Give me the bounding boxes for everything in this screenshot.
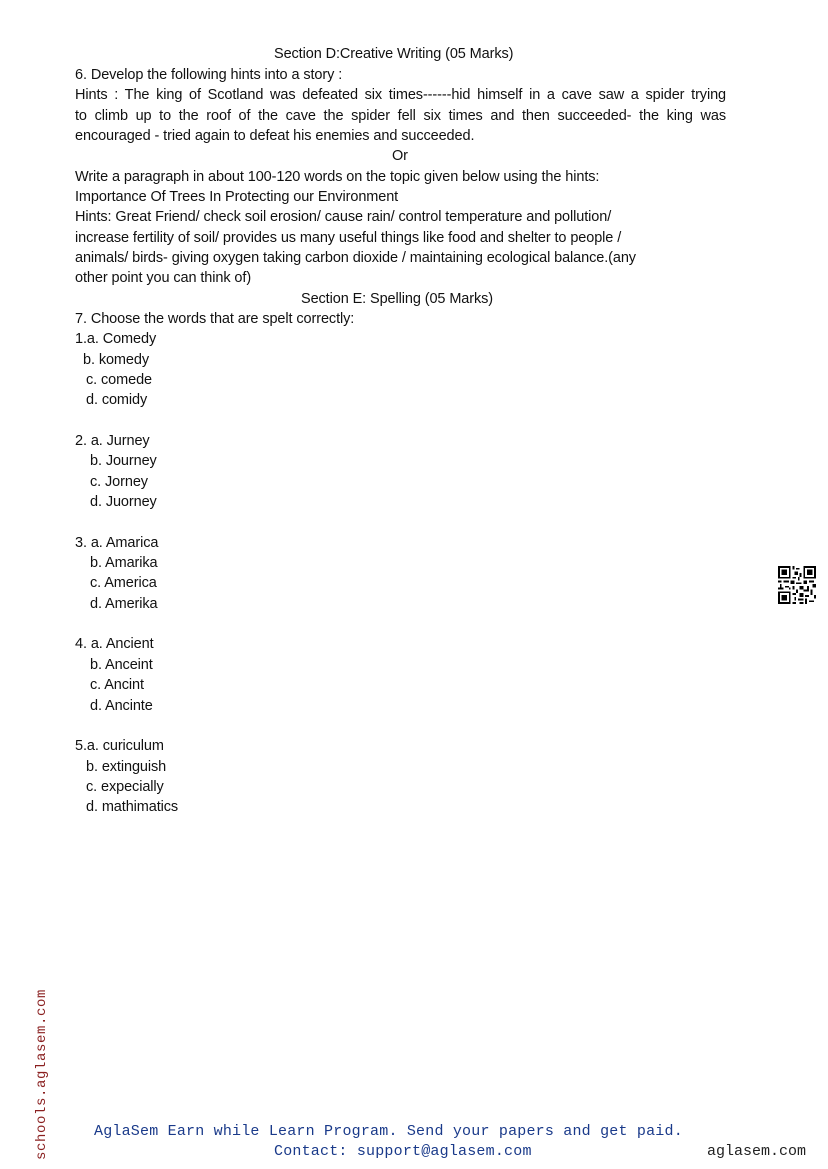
q4-option-c: c. Ancint [90, 677, 144, 693]
question-7-prompt: 7. Choose the words that are spelt correctly: [75, 311, 355, 327]
q1-option-a: 1.a. Comedy [75, 331, 157, 347]
q3-option-b: b. Amarika [90, 555, 158, 571]
paragraph-hints-line-2: increase fertility of soil/ provides us many useful things like food and shelter to people / [75, 230, 622, 246]
q3-option-c: c. America [90, 575, 157, 591]
q4-option-d: d. Ancinte [90, 698, 153, 714]
q5-option-d: d. mathimatics [86, 799, 179, 815]
q1-option-d: d. comidy [86, 392, 148, 408]
q5-option-b: b. extinguish [86, 759, 167, 775]
or-divider: Or [392, 148, 408, 164]
q1-option-c: c. comede [86, 372, 152, 388]
section-d-heading: Section D:Creative Writing (05 Marks) [274, 46, 514, 62]
q2-option-c: c. Jorney [90, 474, 148, 490]
paragraph-hints-line-3: animals/ birds- giving oxygen taking carbon dioxide / maintaining ecological balance.(any [75, 250, 636, 266]
q2-option-a: 2. a. Jurney [75, 433, 150, 449]
q3-option-d: d. Amerika [90, 596, 158, 612]
q1-option-b: b. komedy [83, 352, 149, 368]
footer-promo-text: AglaSem Earn while Learn Program. Send your papers and get paid. [94, 1123, 683, 1140]
q5-option-a: 5.a. curiculum [75, 738, 164, 754]
paragraph-hints-line-4: other point you can think of) [75, 270, 252, 286]
section-e-heading: Section E: Spelling (05 Marks) [301, 291, 494, 307]
q3-option-a: 3. a. Amarica [75, 535, 159, 551]
footer-contact-text[interactable]: Contact: support@aglasem.com [274, 1143, 532, 1160]
paragraph-prompt: Write a paragraph in about 100-120 words on the topic given below using the hints: [75, 169, 600, 185]
q2-option-b: b. Journey [90, 453, 157, 469]
q4-option-a: 4. a. Ancient [75, 636, 154, 652]
question-6-prompt: 6. Develop the following hints into a story : [75, 67, 343, 83]
side-url-watermark: schools.aglasem.com [34, 988, 50, 1160]
question-6-hints-line-2: to climb up to the roof of the cave the spider fell six times and then succeeded- the king was [75, 108, 726, 124]
question-6-hints-line-1: Hints : The king of Scotland was defeated six times------hid himself in a cave saw a spider trying [75, 87, 726, 103]
paragraph-topic: Importance Of Trees In Protecting our Environment [75, 189, 399, 205]
qr-code-icon [778, 566, 816, 604]
footer-site-url[interactable]: aglasem.com [707, 1143, 807, 1160]
q5-option-c: c. expecially [86, 779, 164, 795]
q2-option-d: d. Juorney [90, 494, 157, 510]
q4-option-b: b. Anceint [90, 657, 153, 673]
question-6-hints-line-3: encouraged - tried again to defeat his enemies and succeeded. [75, 128, 475, 144]
paragraph-hints-line-1: Hints: Great Friend/ check soil erosion/ cause rain/ control temperature and pollution/ [75, 209, 612, 225]
